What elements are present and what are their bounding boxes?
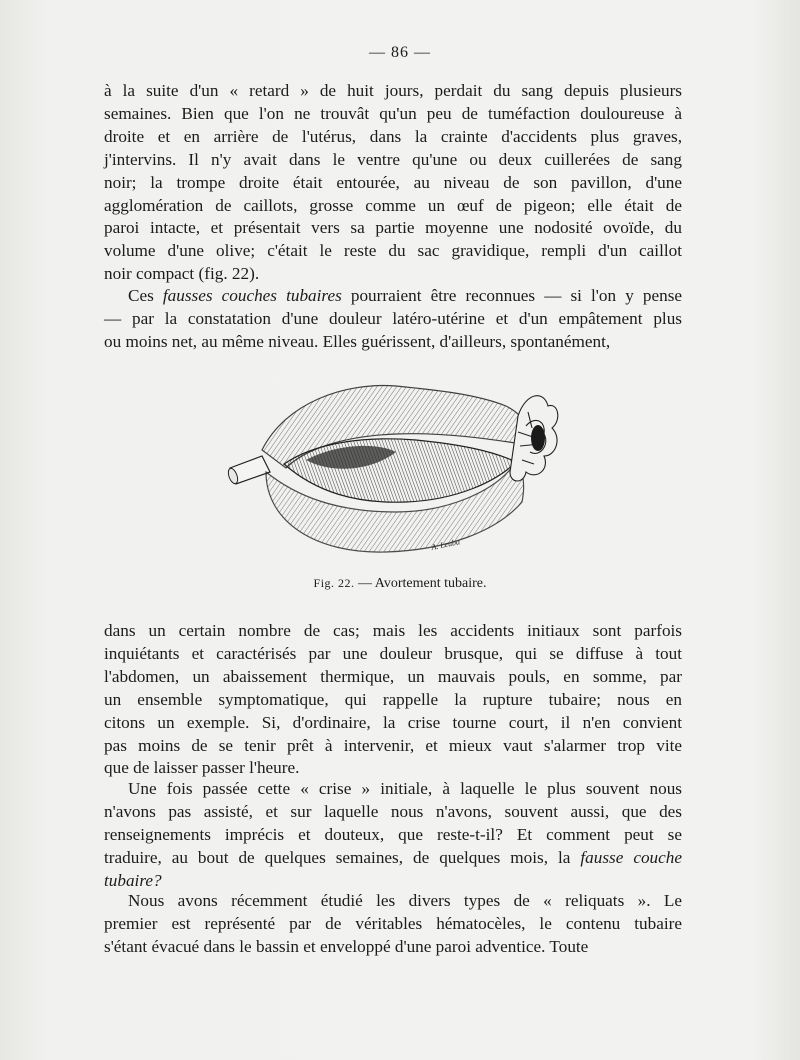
text-line: agglomération de caillots, grosse comme un œuf de pigeon; elle était de bbox=[104, 195, 682, 215]
text-line: paroi intacte, et présentait vers sa partie moyenne une nodosité ovoïde, du bbox=[104, 218, 682, 238]
text-line: que de laisser passer l'heure. bbox=[104, 758, 300, 778]
text-line: traduire, au bout de quelques semaines, de quelques mois, la fausse couche bbox=[104, 847, 682, 867]
text-line: droite et en arrière de l'utérus, dans la crainte d'accidents plus graves, bbox=[104, 126, 682, 146]
text-line: noir compact (fig. 22). bbox=[104, 264, 260, 284]
paragraph-1 bbox=[104, 80, 682, 286]
figure-caption-text: — Avortement tubaire. bbox=[358, 576, 487, 591]
text-line: n'avons pas assisté, et sur laquelle nous n'avons, souvent aussi, que des bbox=[104, 801, 682, 821]
text-line: noir; la trompe droite était entourée, au niveau de son pavillon, d'une bbox=[104, 172, 682, 192]
paragraph-3 bbox=[104, 620, 682, 780]
text-line: l'abdomen, un abaissement thermique, un mauvais pouls, en somme, par bbox=[104, 666, 682, 686]
text-line: tubaire? bbox=[104, 870, 162, 890]
text-line: ou moins net, au même niveau. Elles guérissent, d'ailleurs, spontanément, bbox=[104, 331, 611, 351]
text-line: premier est représenté par de véritables hématocèles, le contenu tubaire bbox=[104, 913, 682, 933]
text-line: Ces fausses couches tubaires pourraient être reconnues — si l'on y pense bbox=[128, 286, 683, 305]
text-line: dans un certain nombre de cas; mais les accidents initiaux sont parfois bbox=[104, 621, 682, 640]
figure-label: Fig. 22. bbox=[313, 576, 355, 590]
paragraph-5 bbox=[104, 890, 682, 959]
text-line: Nous avons récemment étudié les divers types de « reliquats ». Le bbox=[128, 891, 682, 910]
paragraph-2 bbox=[104, 285, 682, 354]
tubal-abortion-figure bbox=[226, 372, 562, 562]
text-line: s'étant évacué dans le bassin et enveloppé d'une paroi adventice. Toute bbox=[104, 936, 589, 956]
text-line: j'intervins. Il n'y avait dans le ventre qu'une ou deux cuillerées de sang bbox=[104, 149, 682, 169]
paragraph-4 bbox=[104, 778, 682, 893]
text-line: semaines. Bien que l'on ne trouvât qu'un peu de tuméfaction douloureuse à bbox=[104, 103, 682, 123]
text-line: pas moins de se tenir prêt à intervenir, et mieux vaut s'alarmer trop vite bbox=[104, 735, 682, 755]
engraver-signature: A. Leuba bbox=[430, 537, 461, 552]
text-line: volume d'une olive; c'était le reste du sac gravidique, rempli d'un caillot bbox=[104, 241, 682, 261]
text-line: citons un exemple. Si, d'ordinaire, la crise tourne court, il n'en convient bbox=[104, 712, 682, 732]
text-line: un ensemble symptomatique, qui rappelle la rupture tubaire; nous en bbox=[104, 689, 682, 709]
text-line: renseignements imprécis et douteux, que reste-t-il? Et comment peut se bbox=[104, 824, 682, 844]
figure-caption bbox=[0, 576, 800, 592]
text-line: à la suite d'un « retard » de huit jours, perdait du sang depuis plusieurs bbox=[104, 81, 682, 100]
text-line: Une fois passée cette « crise » initiale, à laquelle le plus souvent nous bbox=[128, 779, 682, 798]
text-line: — par la constatation d'une douleur latéro-utérine et d'un empâtement plus bbox=[104, 308, 682, 328]
text-line: inquiétants et caractérisés par une douleur brusque, qui se diffuse à tout bbox=[104, 643, 682, 663]
page-number: — 86 — bbox=[369, 44, 431, 61]
